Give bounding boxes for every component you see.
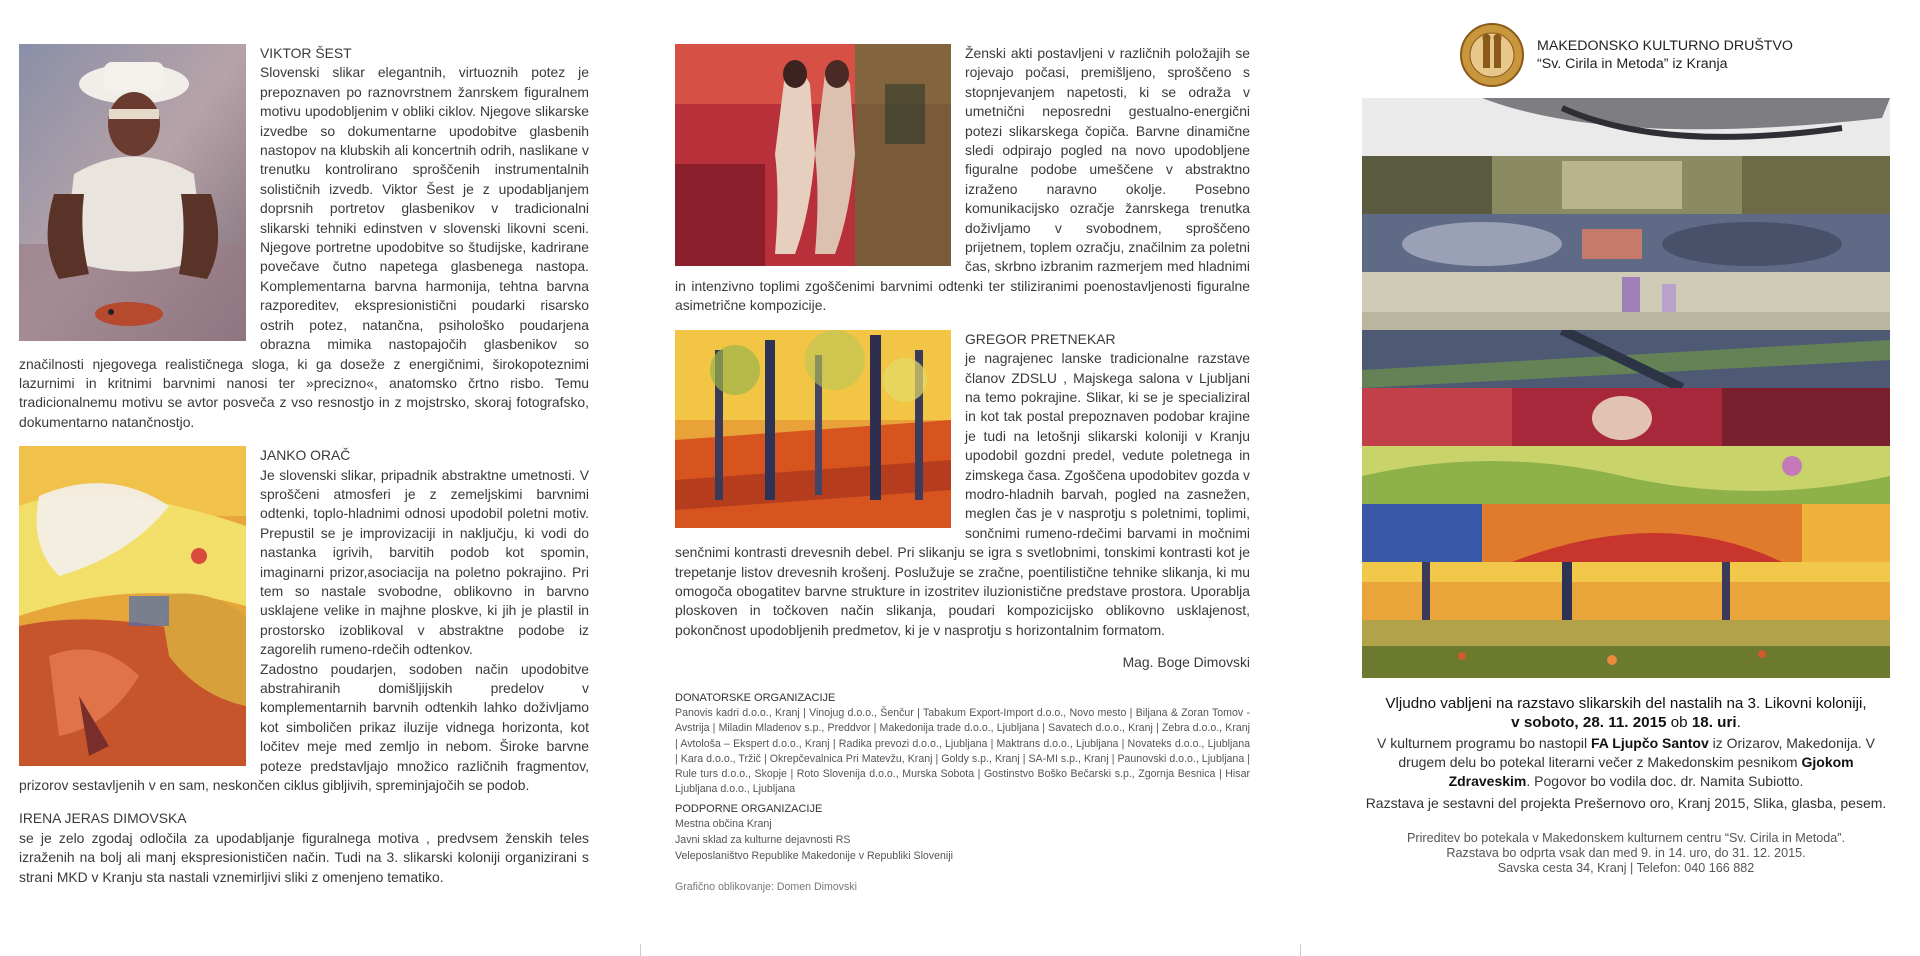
painting-strip [1362, 446, 1890, 504]
poet-name: Gjokom Zdraveskim [1448, 754, 1854, 790]
org-logo-seal [1459, 22, 1525, 88]
program-text-part: . Pogovor bo vodila doc. dr. Namita Subiotto. [1526, 773, 1804, 790]
support-item: Veleposlaništvo Republike Makedonije v Republiki Sloveniji [675, 850, 953, 862]
event-info [1362, 831, 1890, 877]
section-janko-orac [19, 446, 589, 795]
date-end: . [1736, 714, 1741, 731]
artist-text-janko-2: Zadostno poudarjen, sodoben način upodobitve abstrahiranih domišljijskih predelov v komplementarnih barvnih odtenkih lahko doživljamo kot simboličen prikaz iluzije vidnega horizonta, kot ločitev meje med zemljo in nebom. Široke barvne poteze predstavljajo množico različnih fragmentov, prizorov sestavljenih v en sam, neskončen ciklus gibljivih, spreminjajočih se podob. [19, 660, 589, 794]
support-item: Mestna občina Kranj [675, 818, 772, 831]
event-date: v soboto, 28. 11. 2015 [1511, 714, 1667, 731]
hours-line: Razstava bo odprta vsak dan med 9. in 14. uro, do 31. 12. 2015. [1446, 846, 1806, 861]
section-viktor-sest [19, 44, 589, 432]
section-irena-jeras [19, 809, 589, 887]
column-middle [675, 44, 1250, 893]
painting-strip [1362, 562, 1890, 620]
signature: Mag. Boge Dimovski [1122, 654, 1250, 671]
date-connector: ob [1666, 714, 1692, 731]
program-text [1362, 734, 1890, 792]
painting-janko-orac [19, 446, 246, 766]
painting-viktor-sest [19, 44, 246, 341]
org-subtitle: “Sv. Cirila in Metoda” iz Kranja [1537, 56, 1728, 72]
support-list [675, 817, 1250, 864]
invitation-date [1362, 713, 1890, 732]
address-line: Savska cesta 34, Kranj | Telefon: 040 166 882 [1497, 861, 1755, 876]
section-gregor-pretnekar [675, 330, 1250, 641]
painting-strip [1362, 504, 1890, 562]
artist-name-janko: JANKO ORAČ [260, 447, 351, 464]
artist-name-viktor: VIKTOR ŠEST [260, 45, 352, 61]
invitation [1362, 694, 1890, 876]
design-credit: Grafično oblikovanje: Domen Dimovski [675, 880, 857, 893]
event-time: 18. uri [1691, 714, 1737, 731]
fold-mark [640, 944, 641, 956]
section-irena-continued [675, 44, 1250, 316]
irena-text-continued: Ženski akti postavljeni v različnih položajih se rojevajo počasi, premišljeno, sproščeno s stopnjevanjem napetosti, ki se odraža v umetnični neposredni gestualno-energični potezi slikarskega čopiča. Barvne dinamične sledi odpirajo pogled na novo upodobljene figuralne podobe umeščene v abstraktno izraženo naravno okolje. Posebno komunikacijsko ozračje žanrskega trenutka doživljamo v svobodnem, sproščeno prijetnem, toplem ozračju, značilnim za poletni čas, skrbno izbranim razmerjem med hladnimi in intenzivno toplimi zgoščenimi barvnimi odtenki ter stiliziranimi poenostavljenosti figuralne asimetrične kompozicije. [675, 45, 1250, 314]
invitation-line: Vljudno vabljeni na razstavo slikarskih del nastalih na 3. Likovni koloniji, [1385, 695, 1867, 712]
venue-line: Prireditev bo potekala v Makedonskem kulturnem centru “Sv. Cirila in Metoda”. [1407, 830, 1845, 845]
program-text-part: V kulturnem programu bo nastopil [1377, 735, 1592, 751]
painting-strip [1362, 620, 1890, 678]
donors-list: Panovis kadri d.o.o., Kranj | Vinojug d.o.o., Šenčur | Tabakum Export-Import d.o.o., Novo mesto | Biljana & Zoran Tomov - Avstrija | Miladin Mladenov s.p., Preddvor | Makedonija trade d.o.o., Ljubljana | Savatech d.o.o., Kranj | Zebra d.o.o., Kranj | Avtološa – Ekspert d.o.o., Kranj | Radika prevozi d.o.o., Ljubljana | Maktrans d.o.o., Ljubljana | Novateks d.o.o., Ljubljana | Kara d.o.o., Tržič | Okrepčevalnica Pri Matevžu, Kranj | Goldy s.p., Kranj | SA-MI s.p., Kranj | Paunovski d.o.o., Ljubljana | Rule turs d.o.o., Skopje | Roto Slovenija d.o.o., Murska Sobota | Gostinstvo Boško Bečarski s.p., Zgornja Besnica | Hisar Ljubljana d.o.o., Ljubljana [675, 707, 1250, 796]
performer-name: FA Ljupčo Santov [1591, 735, 1709, 751]
org-title [1537, 37, 1793, 73]
painting-gregor-pretnekar [675, 330, 951, 528]
artist-text-janko-1: Je slovenski slikar, pripadnik abstraktne umetnosti. V sproščeni atmosferi je z zemeljskimi barvnimi odtenki, toplo-hladnimi odnosi upodobil poletni motiv. Prepustil se je improvizaciji in naključju, ki vodi do nastanka igrivih, barvitih podob kot spomin, imaginarni prizor,asociacija na poletno pokrajino. Pri tem so nastale svobodne, oblikovno in barvno usklajene velike in majhne ploskve, ki jih je plastil in prostorsko izoblikoval v abstraktne podobe iz zagorelih rumeno-rdečih odtenkov. [260, 466, 589, 658]
painting-strip [1362, 156, 1890, 214]
artist-text-viktor: Slovenski slikar elegantnih, virtuoznih potez je prepoznaven po raznovrstnem žanrskem figuralnem motivu upodobljenim v obliki ciklov. Njegove slikarske izvedbe so dokumentarne upodobitve glasbenih nastopov na klubskih ali koncertnih odrih, naslikane v trenutku kontrolirano sproščenih instrumentalnih solističnih izvedb. Viktor Šest je z upodabljanjem doprsnih portretov glasbenikov v tradicionalni slikarski tehniki edinstven v slovenski likovni sceni. Njegove portretne upodobitve so študijske, kadrirane povečave čutno napetega glasbenega nastopa. Komplementarna barvna harmonija, tehtna barvna razporeditev, ekspresionistični poudarki risarsko ostrih potez, natančna, psihološko poudarjena obrazna mimika nastopajočih glasbenikov so značilnosti njegovega realističnega sloga, ki ga doseže z energičnimi, širokopoteznimi lazurnimi in kritnimi barvnimi nanosi ter »precizno«, anatomsko črtno risbo. Temu tradicionalnemu motivu se avtor posveča z vso resnostjo in z mojstrsko, skoraj fotografsko, dokumentarno natančnostjo. [19, 64, 589, 430]
program-text-part: iz Orizarov, Makedonija. V drugem delu bo potekal literarni večer z Makedonskim pesnikom [1398, 735, 1875, 771]
donors-title: DONATORSKE ORGANIZACIJE [675, 692, 836, 705]
painting-irena-jeras [675, 44, 951, 266]
column-right [1362, 38, 1890, 876]
header-org [1362, 22, 1890, 88]
painting-strips-collage [1362, 98, 1890, 678]
support-title: PODPORNE ORGANIZACIJE [675, 803, 823, 816]
project-text: Razstava je sestavni del projekta Prešernovo oro, Kranj 2015, Slika, glasba, pesem. [1365, 794, 1887, 811]
painting-strip [1362, 214, 1890, 272]
painting-strip [1362, 272, 1890, 330]
painting-strip [1362, 330, 1890, 388]
artist-name-irena: IRENA JERAS DIMOVSKA [19, 810, 187, 827]
artist-text-gregor: je nagrajenec lanske tradicionalne razstave članov ZDSLU , Majskega salona v Ljubljani na temo pokrajine. Slikar, ki se je specializiral in kot tak postal prepoznaven podobar krajine je tudi na letošnji slikarski koloniji v Kranju upodobil gozdni predel, vedute poletnega in zimskega časa. Zgoščena upodobitev gozda v modro-hladnih barvah, pogled na zasnežen, meglen čas je v nasprotju s poletnimi, toplimi, sončnimi rumeno-rdečimi barvami in močnimi senčnimi kontrasti drevesnih debel. Pri slikanju se igra s svetlobnimi, tonskimi kontrasti kot je trepetanje listov drevesnih krošenj. Poslužuje se zračne, poentilistične tehnike slikanja, ki mu omogoča obogatitev barvne strukture in izostritev iluzionistične predstave prostora. Uporablja ploskoven in točkoven način slikanja, poudari kompozicijsko oblikovno usklajenost, pokončnost upodobljenih predmetov, ki je v nasprotju s horizontalnim formatom. [675, 350, 1250, 638]
column-left [19, 44, 589, 887]
painting-strip [1362, 98, 1890, 156]
artist-text-irena: se je zelo zgodaj odločila za upodabljanje figuralnega motiva , predvsem ženskih teles izraženih na bolj ali manj ekspresionističen način. Tudi na 3. slikarski koloniji organizirani s strani MKD v Kranju sta nastali vznemirljivi sliki z omenjeno tematiko. [19, 829, 589, 885]
org-name: MAKEDONSKO KULTURNO DRUŠTVO [1537, 38, 1793, 54]
fold-mark [1300, 944, 1301, 956]
support-item: Javni sklad za kulturne dejavnosti RS [675, 834, 851, 847]
artist-name-gregor: GREGOR PRETNEKAR [965, 330, 1116, 347]
painting-strip [1362, 388, 1890, 446]
